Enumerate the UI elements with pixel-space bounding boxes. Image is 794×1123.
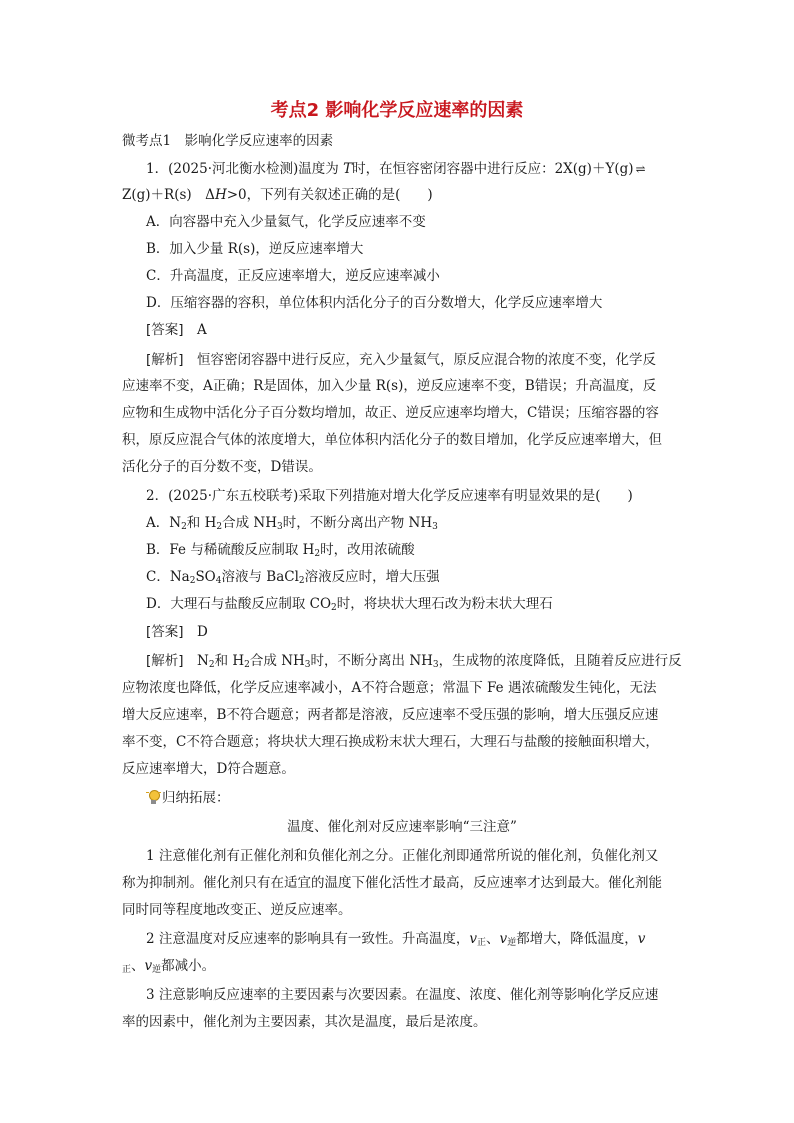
q2-option-a: A．$N_2$和 $H_2$合成 $NH_3$时，不断分离出产物 $NH_3$ [146,515,438,532]
lightbulb-icon [146,789,160,805]
summary-label-row: 归纳拓展： [146,788,706,808]
q1-explanation-line2: 应速率不变，A正确；R是固体，加入少量 R(s)，逆反应速率不变，B错误；升高温度，反 [122,378,657,394]
q1-option-c: C．升高温度，正反应速率增大，逆反应速率减小 [146,268,440,284]
answer-label: [答案] [146,322,184,338]
answer-label: [答案] [146,624,184,640]
q1-stem-line1: 1．(2025·河北衡水检测)温度为 T时，在恒容密闭容器中进行反应：2X(g)＋Y(g) ⇌ [146,161,644,177]
q1-option-b: B．加入少量 R(s)，逆反应速率增大 [146,241,364,257]
answer-value: A [197,322,207,338]
q2-explanation-line1: [解析] $N_2$和 $H_2$合成 $NH_3$时，不断分离出 $NH_3$，生成物的浓度降低，且随着反应进行反 [146,653,682,670]
sub-section-heading: 微考点1 影响化学反应速率的因素 [122,133,334,149]
summary-point1-line2: 称为抑制剂。催化剂只有在适宜的温度下催化活性才最高，反应速率才达到最大。催化剂能 [122,875,662,891]
summary-point3-line2: 率的因素中，催化剂为主要因素，其次是温度，最后是浓度。 [122,1014,487,1030]
summary-point1-line1: 1 注意催化剂有正催化剂和负催化剂之分。正催化剂即通常所说的催化剂，负催化剂又 [146,848,659,864]
q2-answer [146,622,706,642]
summary-heading: 温度、催化剂对反应速率影响“三注意” [287,819,517,835]
q1-answer [146,320,706,340]
q1-option-a: A．向容器中充入少量氦气，化学反应速率不变 [146,214,426,230]
q2-explanation-line3: 增大反应速率，B不符合题意；两者都是溶液，反应速率不受压强的影响，增大压强反应速 [122,707,659,723]
q1-explanation-line5: 活化分子的百分数不变，D错误。 [122,459,322,475]
explanation-label: [解析] [146,653,184,669]
explanation-label: [解析] [146,352,184,368]
q2-stem: 2．(2025·广东五校联考)采取下列措施对增大化学反应速率有明显效果的是( ) [146,488,633,504]
q1-stem-line2: Z(g)＋R(s) ΔH>0，下列有关叙述正确的是( ) [122,187,433,203]
summary-point1-line3: 同时同等程度地改变正、逆反应速率。 [122,902,352,918]
q2-explanation-line2: 应物浓度也降低，化学反应速率减小，A不符合题意；常温下 Fe 遇浓硫酸发生钝化，无法 [122,680,657,696]
summary-point3-line1: 3 注意影响反应速率的主要因素与次要因素。在温度、浓度、催化剂等影响化学反应速 [146,987,659,1003]
q2-explanation-line4: 率不变，C不符合题意；将块状大理石换成粉末状大理石，大理石与盐酸的接触面积增大， [122,734,659,750]
page-title: 考点2 影响化学反应速率的因素 [270,100,524,121]
summary-point2-line1: 2 注意温度对反应速率的影响具有一致性。升高温度，$v_正$、$v_逆$都增大，降低温度，v [146,931,646,948]
q1-explanation-line4: 积，原反应混合气体的浓度增大，单位体积内活化分子的数目增加，化学反应速率增大，但 [122,432,662,448]
summary-point2-line2: $_正$、$v_逆$都减小。 [122,958,216,975]
q2-option-c: C．$Na_2SO_4$溶液与 BaCl$_2$溶液反应时，增大压强 [146,569,440,586]
q2-option-d: D．大理石与盐酸反应制取 $CO_2$时，将块状大理石改为粉末状大理石 [146,596,553,613]
answer-value: D [197,624,208,640]
q1-option-d: D．压缩容器的容积，单位体积内活化分子的百分数增大，化学反应速率增大 [146,295,603,311]
q1-explanation-line1: [解析] 恒容密闭容器中进行反应，充入少量氦气，原反应混合物的浓度不变，化学反 [146,352,657,368]
q2-option-b: B．Fe 与稀硫酸反应制取 $H_2$时，改用浓硫酸 [146,542,415,559]
reversible-arrow-icon: ⇌ [635,162,644,176]
q1-explanation-line3: 应物和生成物中活化分子百分数均增加，故正、逆反应速率均增大，C错误；压缩容器的容 [122,405,659,421]
q2-explanation-line5: 反应速率增大，D符合题意。 [122,761,295,777]
